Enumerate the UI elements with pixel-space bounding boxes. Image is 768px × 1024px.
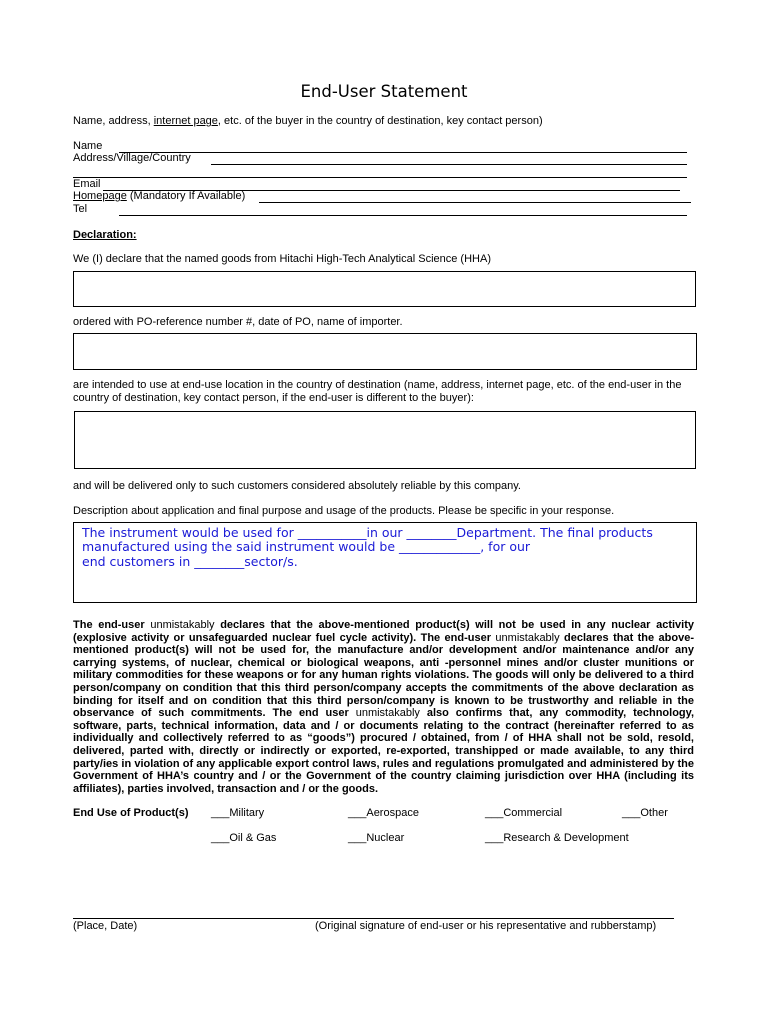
- legal-text: declares that the above-mentioned product(s) will not be used in any nuclear activity (explosive activity or unsafeguarded nuclear fuel cycle activity). The end-user: [73, 619, 695, 644]
- option-oil-gas[interactable]: ___Oil & Gas: [211, 832, 277, 844]
- legal-text: unmistakably: [495, 631, 560, 644]
- buyer-intro-after: , etc. of the buyer in the country of destination, key contact person): [217, 115, 543, 127]
- option-research-development[interactable]: ___Research & Development: [485, 832, 629, 844]
- buyer-intro: [73, 115, 543, 127]
- option-aerospace[interactable]: ___Aerospace: [348, 807, 419, 819]
- address-label: Address/Village/Country: [73, 152, 191, 164]
- buyer-intro-before: Name, address,: [73, 115, 154, 127]
- end-use-label: End Use of Product(s): [73, 807, 189, 819]
- option-nuclear[interactable]: ___Nuclear: [348, 832, 405, 844]
- option-commercial[interactable]: ___Commercial: [485, 807, 563, 819]
- purpose-fill-text[interactable]: [82, 526, 653, 569]
- option-military[interactable]: ___Military: [211, 807, 265, 819]
- purpose-fill-line: end customers in ________sector/s.: [82, 553, 298, 569]
- goods-statement: We (I) declare that the named goods from Hitachi High-Tech Analytical Science (HHA): [73, 253, 491, 265]
- email-label: Email: [73, 178, 101, 190]
- name-label: Name: [73, 140, 103, 152]
- buyer-intro-underlined: internet page: [153, 115, 218, 127]
- place-date-label: (Place, Date): [73, 920, 138, 932]
- po-statement: ordered with PO-reference number #, date of PO, name of importer.: [73, 316, 403, 328]
- homepage-label-underlined: Homepage: [73, 190, 127, 202]
- tel-label: Tel: [73, 203, 88, 215]
- homepage-line[interactable]: [259, 202, 691, 203]
- purpose-fill-line: manufactured using the said instrument would be _____________, for our: [82, 539, 531, 555]
- declaration-heading: Declaration:: [73, 229, 137, 241]
- address-line[interactable]: [211, 164, 687, 165]
- delivery-statement: and will be delivered only to such customers considered absolutely reliable by this company.: [73, 480, 521, 492]
- goods-box[interactable]: [73, 271, 696, 307]
- tel-line[interactable]: [119, 215, 687, 216]
- legal-text: declares that the above-mentioned product(s) will not be used for, the manufacture and/or development and/or maintenance and/or any carrying systems, of nuclear, chemical or biological weapons, anti -personnel mines and/or cluster munitions or military commodities for these weapons or for any human rights violations. The goods will only be delivered to a third person/company on condition that this third person/company accepts the commitments of the above declaration as binding for itself and on condition that this third person/company is known to be trustworthy and reliable in the observance of such commitments. The end user: [73, 631, 694, 720]
- legal-text: also confirms that, any commodity, technology, software, parts, technical information, data and / or documents relating to the contract (hereinafter referred to as individually and collectively referred to as “goods”) procured / obtained, from / of HHA shall not be sold, resold, delivered, parted with, directly or indirectly or exported, re-exported, transhipped or made available, to any third party/ies in violation of any applicable export control laws, rules and regulations promulgated and administered by the Government of HHA’s country and / or the Government of the country claiming jurisdiction over HHA (including its affiliates), parties involved, transaction and / or the goods.: [73, 707, 694, 795]
- homepage-label: [73, 190, 245, 202]
- page-title: End-User Statement: [300, 82, 468, 101]
- legal-text: unmistakably: [150, 619, 215, 631]
- legal-text: The end-user: [73, 619, 151, 631]
- signature-line[interactable]: [73, 918, 674, 919]
- name-line[interactable]: [119, 152, 687, 153]
- option-other[interactable]: ___Other: [622, 807, 668, 819]
- po-box[interactable]: [73, 333, 697, 370]
- signature-label: (Original signature of end-user or his representative and rubberstamp): [315, 920, 657, 932]
- enduse-box[interactable]: [74, 411, 696, 469]
- legal-text: unmistakably: [355, 707, 420, 720]
- purpose-fill-line: The instrument would be used for ___________in our ________Department. The final products: [82, 525, 653, 540]
- legal-declaration: [73, 619, 694, 795]
- address-line-2[interactable]: [73, 177, 687, 178]
- purpose-statement: Description about application and final purpose and usage of the products. Please be specific in your response.: [73, 505, 615, 517]
- enduse-statement: are intended to use at end-use location in the country of destination (name, address, internet page, etc. of the end-user in the country of destination, key contact person, if the end-user is different to the buyer):: [73, 379, 682, 404]
- homepage-label-rest: (Mandatory If Available): [126, 190, 246, 202]
